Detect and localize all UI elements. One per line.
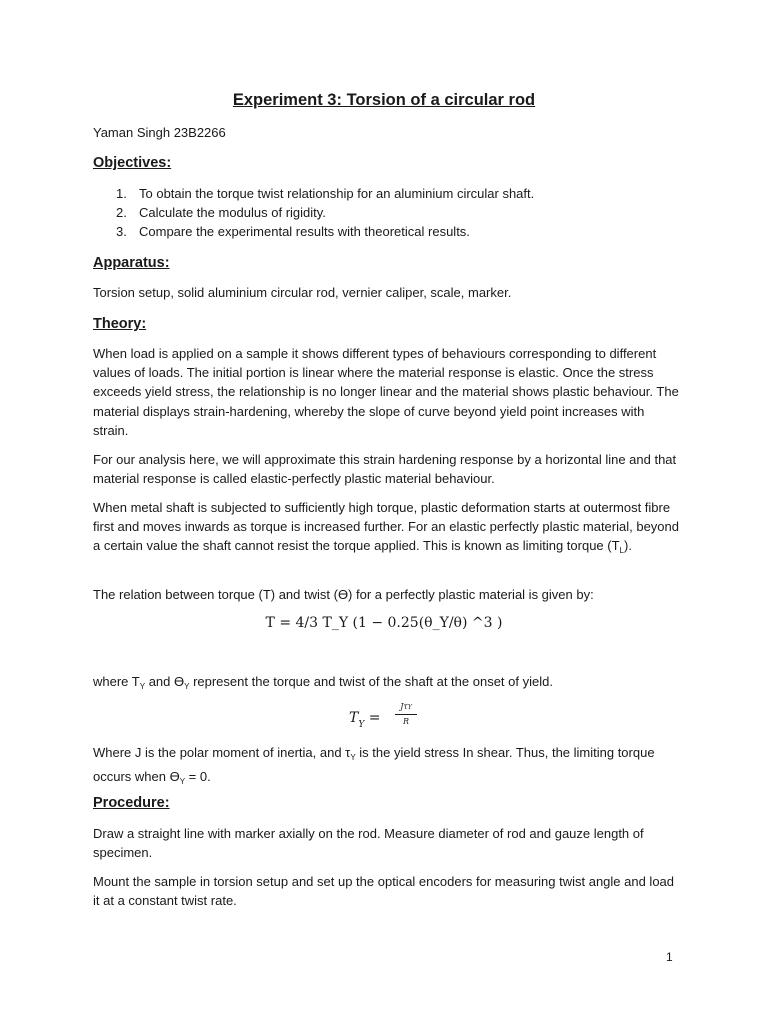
document-title: Experiment 3: Torsion of a circular rod	[232, 91, 536, 109]
apparatus-text: Torsion setup, solid aluminium circular rod, vernier caliper, scale, marker.	[93, 285, 512, 300]
list-item: 3. Compare the experimental results with theoretical results.	[116, 224, 470, 239]
fraction: JτY R	[395, 702, 417, 727]
document-page: Experiment 3: Torsion of a circular rod Yaman Singh 23B2266 Objectives: 1. To obtain the torque twist relationship for an aluminium circular shaft. 2. Calculate the modulus of rigidity. 3. Compare the experimental results with theoretical results. Apparatus: Torsion setup, solid aluminium circular rod, vernier caliper, scale, marker. Theory: When load is applied on a sample it shows different types of behaviours corresponding to different values of loads. The initial portion is linear where the material response is elastic. Once the stress exceeds yield stress, the relationship is no longer linear and the material shows plastic behaviour. The material displays strain-hardening, whereby the slope of curve beyond yield point increases with strain. For our analysis here, we will approximate this strain hardening response by a horizontal line and that material response is called elastic-perfectly plastic material behaviour. When metal shaft is subjected to sufficiently high torque, plastic deformation starts at outermost fibre first and moves inwards as torque is increased further. For an elastic perfectly plastic material, beyond a certain value the shaft cannot resist the torque applied. This is known as limiting torque $(T_L)$. The relation between torque (T) and twist (Ɵ) for a perfectly plastic material is given by: T = 4/3 T_Y (1 − 0.25(θ_Y/θ) ^3 ) where $T_Y$ and $Ɵ_Y$ represent the torque and twist of the shaft at the onset of yield. $T_Y$ = JτY R Where J is the polar moment of inertia, and $\tau_Y$ is the yield stress In shear. Thus, the limiting torque occurs when $Ɵ_Y = 0$. Procedure: Draw a straight line with marker axially on the rod. Measure diameter of rod and gauze length of specimen. Mount the sample in torsion setup and set up the optical encoders for measuring twist angle and load it at a constant twist rate. 1	[0, 0, 768, 1024]
theory-paragraph-3: When metal shaft is subjected to sufficiently high torque, plastic deformation starts at outermost fibre first and moves inwards as torque is increased further. For an elastic perfectly plastic material, beyond a certain value the shaft cannot resist the torque applied. This is known as limiting torque $(T_L)$.	[93, 500, 679, 556]
theory-paragraph-5: where $T_Y$ and $Ɵ_Y$ represent the torque and twist of the shaft at the onset of yield.	[93, 674, 553, 691]
objectives-list	[93, 184, 683, 241]
apparatus-heading: Apparatus:	[93, 255, 170, 271]
procedure-paragraph-1: Draw a straight line with marker axially on the rod. Measure diameter of rod and gauze length of specimen.	[93, 826, 644, 861]
theory-paragraph-1: When load is applied on a sample it shows different types of behaviours corresponding to different values of loads. The initial portion is linear where the material response is elastic. Once the stress exceeds yield stress, the relationship is no longer linear and the material shows plastic behaviour. The material displays strain-hardening, whereby the slope of curve beyond yield point increases with strain.	[93, 346, 679, 438]
theory-paragraph-2: For our analysis here, we will approximate this strain hardening response by a horizontal line and that material response is called elastic-perfectly plastic material behaviour.	[93, 452, 677, 487]
theory-paragraph-6: Where J is the polar moment of inertia, and $\tau_Y$ is the yield stress In shear. Thus, the limiting torque occurs when $Ɵ_Y = 0$.	[93, 745, 655, 787]
list-item: 2. Calculate the modulus of rigidity.	[116, 205, 326, 220]
procedure-heading: Procedure:	[93, 795, 170, 811]
list-item: 1. To obtain the torque twist relationship for an aluminium circular shaft.	[116, 186, 535, 201]
page-number: 1	[666, 950, 673, 964]
torque-twist-equation: T = 4/3 T_Y (1 − 0.25(θ_Y/θ) ^3 )	[265, 615, 503, 631]
theory-heading: Theory:	[93, 316, 147, 332]
procedure-paragraph-2: Mount the sample in torsion setup and set up the optical encoders for measuring twist angle and load it at a constant twist rate.	[93, 874, 675, 909]
theory-paragraph-4: The relation between torque (T) and twist (Ɵ) for a perfectly plastic material is given by:	[93, 587, 594, 602]
objectives-heading: Objectives:	[93, 155, 172, 171]
author-line: Yaman Singh 23B2266	[93, 125, 226, 140]
